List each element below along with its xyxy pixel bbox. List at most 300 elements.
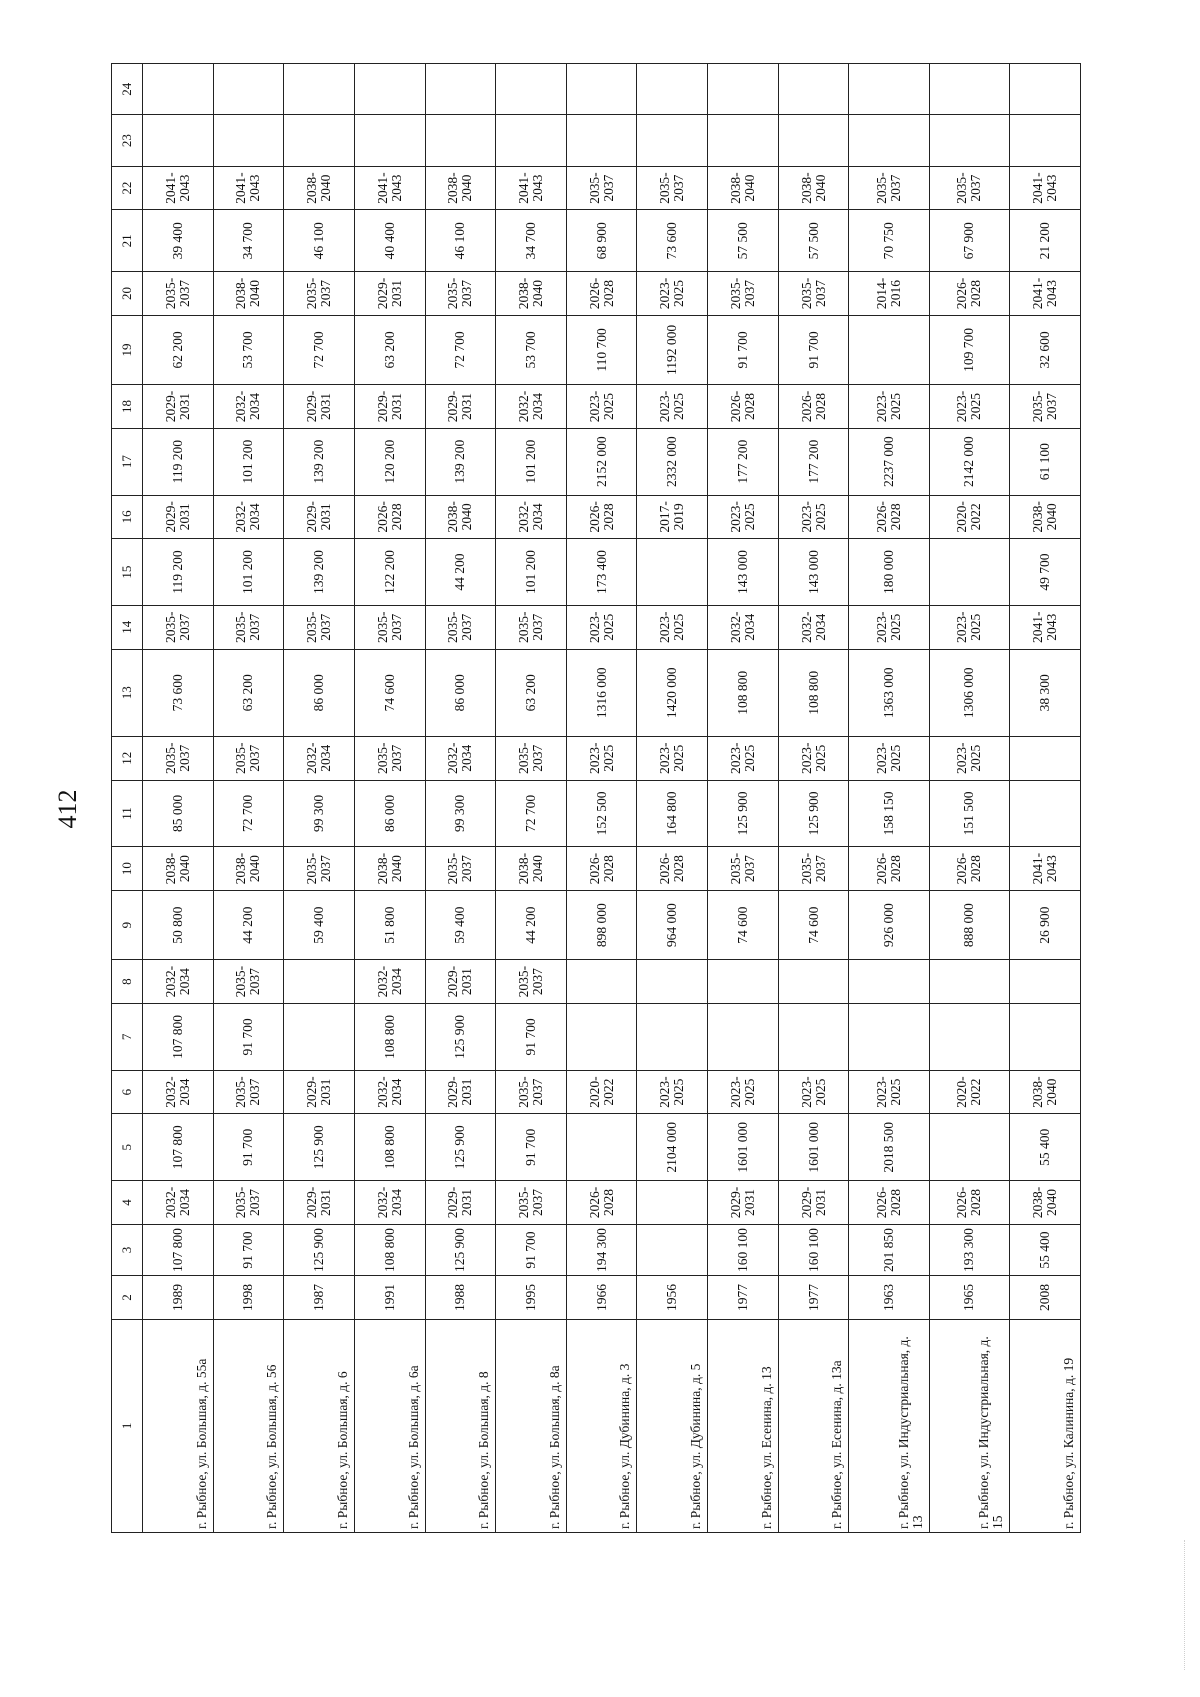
table-cell: [566, 1003, 637, 1070]
table-cell: 70 750: [849, 210, 929, 272]
table-cell: [849, 315, 929, 384]
table-cell: 119 200: [143, 539, 214, 606]
table-cell: 44 200: [213, 891, 284, 960]
table-cell: [1010, 736, 1081, 780]
table-cell: [929, 1114, 1009, 1181]
table-cell: 85 000: [143, 780, 214, 847]
table-cell: 38 300: [1010, 649, 1081, 736]
table-cell: 2041-2043: [496, 166, 567, 210]
table-cell: [1010, 115, 1081, 166]
table-cell: [929, 960, 1009, 1004]
table-cell: 2026-2028: [566, 495, 637, 539]
page-number-text: 412: [53, 789, 82, 829]
column-header: 15: [112, 539, 143, 606]
column-header: 3: [112, 1224, 143, 1275]
column-header: 11: [112, 780, 143, 847]
table-cell: 2020-2022: [929, 495, 1009, 539]
table-cell: 152 500: [566, 780, 637, 847]
table-cell: [143, 115, 214, 166]
table-cell: 2026-2028: [929, 847, 1009, 891]
table-cell: 2029-2031: [284, 385, 355, 429]
table-cell: 2023-2025: [849, 1070, 929, 1114]
table-cell: 108 800: [354, 1003, 425, 1070]
table-cell: 108 800: [778, 649, 849, 736]
table-cell: 160 100: [778, 1224, 849, 1275]
table-cell: 119 200: [143, 428, 214, 495]
table-cell: 107 800: [143, 1224, 214, 1275]
table-cell: 53 700: [213, 315, 284, 384]
table-cell: 57 500: [778, 210, 849, 272]
column-header: 1: [112, 1319, 143, 1532]
table-cell: 91 700: [496, 1224, 567, 1275]
column-header: 23: [112, 115, 143, 166]
table-cell: 122 200: [354, 539, 425, 606]
table-cell: 2035-2037: [213, 736, 284, 780]
table-cell: 91 700: [496, 1114, 567, 1181]
table-cell: 2035-2037: [708, 272, 779, 316]
column-header: 9: [112, 891, 143, 960]
table-cell: 74 600: [778, 891, 849, 960]
table-cell: 2018 500: [849, 1114, 929, 1181]
table-cell: 59 400: [284, 891, 355, 960]
address-cell: г. Рыбное, ул. Есенина, д. 13: [708, 1319, 779, 1532]
table-cell: 2041-2043: [1010, 272, 1081, 316]
table-cell: [778, 960, 849, 1004]
table-cell: 2035-2037: [496, 736, 567, 780]
table-cell: 63 200: [213, 649, 284, 736]
table-cell: [708, 960, 779, 1004]
column-header: 20: [112, 272, 143, 316]
table-cell: 139 200: [284, 539, 355, 606]
table-cell: 2035-2037: [566, 166, 637, 210]
table-cell: 2038-2040: [284, 166, 355, 210]
table-cell: 2023-2025: [708, 736, 779, 780]
table-cell: 2026-2028: [929, 272, 1009, 316]
address-cell: г. Рыбное, ул. Большая, д. 6: [284, 1319, 355, 1532]
table-cell: 2032-2034: [143, 1070, 214, 1114]
table-cell: 2032-2034: [143, 1181, 214, 1225]
table-cell: [929, 64, 1009, 115]
table-cell: 160 100: [708, 1224, 779, 1275]
table-cell: 898 000: [566, 891, 637, 960]
table-cell: 2035-2037: [213, 605, 284, 649]
table-cell: 2026-2028: [566, 272, 637, 316]
table-cell: [213, 115, 284, 166]
column-header: 7: [112, 1003, 143, 1070]
address-cell: г. Рыбное, ул. Индустриальная, д. 15: [929, 1319, 1009, 1532]
table-cell: 2029-2031: [425, 1181, 496, 1225]
table-cell: [1010, 64, 1081, 115]
table-cell: [425, 64, 496, 115]
table-cell: 2008: [1010, 1276, 1081, 1320]
table-cell: 1601 000: [708, 1114, 779, 1181]
table-cell: 2142 000: [929, 428, 1009, 495]
table-cell: 39 400: [143, 210, 214, 272]
table-cell: 2023-2025: [929, 736, 1009, 780]
table-cell: 2029-2031: [425, 960, 496, 1004]
table-cell: 2038-2040: [496, 847, 567, 891]
table-cell: 50 800: [143, 891, 214, 960]
table-cell: 2026-2028: [849, 1181, 929, 1225]
table-cell: 74 600: [354, 649, 425, 736]
table-cell: 107 800: [143, 1003, 214, 1070]
table-cell: 164 800: [637, 780, 708, 847]
column-header: 12: [112, 736, 143, 780]
table-cell: [354, 64, 425, 115]
table-cell: 40 400: [354, 210, 425, 272]
address-cell: г. Рыбное, ул. Большая, д. 8: [425, 1319, 496, 1532]
column-header: 22: [112, 166, 143, 210]
table-cell: 2029-2031: [708, 1181, 779, 1225]
table-cell: 2035-2037: [778, 847, 849, 891]
table-cell: [849, 1003, 929, 1070]
table-cell: 2035-2037: [1010, 385, 1081, 429]
address-cell: г. Рыбное, ул. Большая, д. 56: [213, 1319, 284, 1532]
table-cell: 2035-2037: [849, 166, 929, 210]
table-row: [708, 64, 779, 1533]
column-header: 5: [112, 1114, 143, 1181]
table-row: [778, 64, 849, 1533]
table-cell: 1966: [566, 1276, 637, 1320]
table-cell: 151 500: [929, 780, 1009, 847]
table-cell: [637, 115, 708, 166]
table-cell: [566, 115, 637, 166]
table-cell: 101 200: [213, 428, 284, 495]
table-cell: 21 200: [1010, 210, 1081, 272]
table-cell: 177 200: [778, 428, 849, 495]
table-cell: 2023-2025: [778, 1070, 849, 1114]
address-cell: г. Рыбное, ул. Индустриальная, д. 13: [849, 1319, 929, 1532]
table-cell: 2023-2025: [708, 495, 779, 539]
table-cell: 1965: [929, 1276, 1009, 1320]
table-cell: 125 900: [778, 780, 849, 847]
table-cell: 2035-2037: [354, 605, 425, 649]
table-cell: 91 700: [213, 1114, 284, 1181]
repair-schedule-table: [111, 63, 1081, 1533]
table-row: [849, 64, 929, 1533]
column-header: 8: [112, 960, 143, 1004]
table-cell: 125 900: [425, 1003, 496, 1070]
table-row: [143, 64, 214, 1533]
table-cell: 2104 000: [637, 1114, 708, 1181]
table-cell: 2023-2025: [566, 385, 637, 429]
table-cell: 2035-2037: [143, 736, 214, 780]
table-cell: 120 200: [354, 428, 425, 495]
table-cell: 2032-2034: [778, 605, 849, 649]
table-cell: 1316 000: [566, 649, 637, 736]
column-header: 6: [112, 1070, 143, 1114]
table-cell: 2032-2034: [496, 385, 567, 429]
table-cell: [637, 1181, 708, 1225]
table-cell: 2029-2031: [284, 495, 355, 539]
table-cell: [284, 64, 355, 115]
table-row: [213, 64, 284, 1533]
table-cell: 55 400: [1010, 1224, 1081, 1275]
table-cell: 2035-2037: [425, 847, 496, 891]
table-cell: 2029-2031: [354, 385, 425, 429]
table-cell: 2041-2043: [1010, 605, 1081, 649]
table-cell: [566, 1114, 637, 1181]
column-header: 13: [112, 649, 143, 736]
table-cell: 32 600: [1010, 315, 1081, 384]
column-header: 10: [112, 847, 143, 891]
table-cell: 2023-2025: [778, 495, 849, 539]
table-cell: 2029-2031: [143, 385, 214, 429]
table-cell: 1601 000: [778, 1114, 849, 1181]
table-cell: 2038-2040: [425, 166, 496, 210]
table-cell: 139 200: [284, 428, 355, 495]
table-cell: 2029-2031: [425, 385, 496, 429]
table-cell: [708, 64, 779, 115]
table-cell: 86 000: [425, 649, 496, 736]
table-cell: 63 200: [354, 315, 425, 384]
table-cell: 2038-2040: [1010, 1181, 1081, 1225]
column-header: 16: [112, 495, 143, 539]
table-cell: 1306 000: [929, 649, 1009, 736]
table-cell: [637, 64, 708, 115]
table-cell: 2032-2034: [354, 1181, 425, 1225]
table-cell: 193 300: [929, 1224, 1009, 1275]
table-cell: 2026-2028: [778, 385, 849, 429]
table-cell: 99 300: [425, 780, 496, 847]
table-cell: 74 600: [708, 891, 779, 960]
table-cell: [778, 64, 849, 115]
table-cell: 194 300: [566, 1224, 637, 1275]
address-cell: г. Рыбное, ул. Есенина, д. 13а: [778, 1319, 849, 1532]
table-cell: 109 700: [929, 315, 1009, 384]
table-cell: 2038-2040: [213, 847, 284, 891]
column-number-row: [112, 64, 143, 1533]
table-cell: 46 100: [284, 210, 355, 272]
table-cell: 1995: [496, 1276, 567, 1320]
table-cell: 2020-2022: [566, 1070, 637, 1114]
column-header: 14: [112, 605, 143, 649]
table-cell: 53 700: [496, 315, 567, 384]
table-cell: 2032-2034: [354, 960, 425, 1004]
table-cell: 143 000: [708, 539, 779, 606]
table-body: [143, 64, 1081, 1533]
table-cell: 2023-2025: [637, 605, 708, 649]
table-cell: 26 900: [1010, 891, 1081, 960]
table-cell: 2035-2037: [143, 272, 214, 316]
table-cell: 1192 000: [637, 315, 708, 384]
table-cell: 926 000: [849, 891, 929, 960]
table-cell: 177 200: [708, 428, 779, 495]
table-cell: [284, 115, 355, 166]
table-cell: 2035-2037: [496, 1181, 567, 1225]
table-cell: 49 700: [1010, 539, 1081, 606]
table-cell: 2026-2028: [849, 495, 929, 539]
table-cell: 125 900: [708, 780, 779, 847]
table-cell: 108 800: [354, 1114, 425, 1181]
table-cell: 201 850: [849, 1224, 929, 1275]
table-cell: 2026-2028: [566, 847, 637, 891]
table-cell: 2041-2043: [354, 166, 425, 210]
column-header: 2: [112, 1276, 143, 1320]
table-cell: 72 700: [425, 315, 496, 384]
table-container: [111, 63, 1081, 1533]
page-number: [53, 779, 82, 839]
table-cell: [496, 64, 567, 115]
table-cell: 2023-2025: [708, 1070, 779, 1114]
table-cell: [284, 1003, 355, 1070]
table-cell: 2038-2040: [354, 847, 425, 891]
table-cell: 2029-2031: [354, 272, 425, 316]
table-cell: [849, 64, 929, 115]
table-cell: [1010, 960, 1081, 1004]
table-cell: 91 700: [708, 315, 779, 384]
table-cell: 2035-2037: [496, 960, 567, 1004]
table-cell: 2014-2016: [849, 272, 929, 316]
table-cell: 2035-2037: [929, 166, 1009, 210]
table-cell: 1977: [708, 1276, 779, 1320]
table-cell: 73 600: [637, 210, 708, 272]
table-cell: 34 700: [213, 210, 284, 272]
table-cell: 63 200: [496, 649, 567, 736]
table-cell: 2023-2025: [566, 605, 637, 649]
table-cell: 2038-2040: [213, 272, 284, 316]
column-header: 24: [112, 64, 143, 115]
table-cell: 2035-2037: [496, 1070, 567, 1114]
table-row: [1010, 64, 1081, 1533]
table-cell: 72 700: [213, 780, 284, 847]
table-cell: [637, 960, 708, 1004]
table-cell: [708, 1003, 779, 1070]
table-cell: 46 100: [425, 210, 496, 272]
table-cell: 67 900: [929, 210, 1009, 272]
table-row: [637, 64, 708, 1533]
table-cell: [213, 64, 284, 115]
address-cell: г. Рыбное, ул. Дубинина, д. 5: [637, 1319, 708, 1532]
table-cell: 2038-2040: [1010, 495, 1081, 539]
table-cell: 1988: [425, 1276, 496, 1320]
table-cell: 1956: [637, 1276, 708, 1320]
table-cell: 2237 000: [849, 428, 929, 495]
table-cell: 44 200: [496, 891, 567, 960]
table-cell: 2035-2037: [778, 272, 849, 316]
table-cell: 72 700: [284, 315, 355, 384]
table-cell: 2026-2028: [354, 495, 425, 539]
table-cell: 2023-2025: [929, 605, 1009, 649]
table-cell: 173 400: [566, 539, 637, 606]
table-row: [354, 64, 425, 1533]
table-cell: 99 300: [284, 780, 355, 847]
table-cell: 2023-2025: [566, 736, 637, 780]
column-header: 19: [112, 315, 143, 384]
address-cell: г. Рыбное, ул. Большая, д. 8а: [496, 1319, 567, 1532]
table-cell: 51 800: [354, 891, 425, 960]
table-cell: 61 100: [1010, 428, 1081, 495]
table-cell: 2038-2040: [425, 495, 496, 539]
table-row: [496, 64, 567, 1533]
table-cell: 2035-2037: [637, 166, 708, 210]
table-cell: 2032-2034: [496, 495, 567, 539]
table-cell: 1963: [849, 1276, 929, 1320]
table-cell: 101 200: [496, 539, 567, 606]
table-cell: 91 700: [778, 315, 849, 384]
table-cell: 125 900: [425, 1114, 496, 1181]
table-cell: 2026-2028: [849, 847, 929, 891]
table-cell: 1989: [143, 1276, 214, 1320]
table-cell: 44 200: [425, 539, 496, 606]
table-cell: [284, 960, 355, 1004]
table-cell: 2023-2025: [849, 605, 929, 649]
table-cell: [566, 64, 637, 115]
table-cell: 110 700: [566, 315, 637, 384]
table-cell: 1977: [778, 1276, 849, 1320]
table-cell: [708, 115, 779, 166]
table-cell: 86 000: [354, 780, 425, 847]
table-cell: 2023-2025: [637, 272, 708, 316]
table-cell: [425, 115, 496, 166]
table-row: [284, 64, 355, 1533]
table-cell: 2023-2025: [849, 736, 929, 780]
table-cell: 2041-2043: [143, 166, 214, 210]
table-cell: 964 000: [637, 891, 708, 960]
table-cell: 72 700: [496, 780, 567, 847]
column-header: 4: [112, 1181, 143, 1225]
table-cell: 34 700: [496, 210, 567, 272]
table-cell: 2152 000: [566, 428, 637, 495]
table-cell: 125 900: [425, 1224, 496, 1275]
table-cell: 1991: [354, 1276, 425, 1320]
table-cell: 143 000: [778, 539, 849, 606]
table-cell: 2032-2034: [708, 605, 779, 649]
table-cell: 1998: [213, 1276, 284, 1320]
column-header: 18: [112, 385, 143, 429]
table-cell: 73 600: [143, 649, 214, 736]
address-cell: г. Рыбное, ул. Дубинина, д. 3: [566, 1319, 637, 1532]
table-cell: 108 800: [708, 649, 779, 736]
table-cell: [778, 115, 849, 166]
table-cell: 2029-2031: [143, 495, 214, 539]
table-cell: 2035-2037: [354, 736, 425, 780]
address-cell: г. Рыбное, ул. Калинина, д. 19: [1010, 1319, 1081, 1532]
table-cell: [637, 1003, 708, 1070]
table-cell: 2029-2031: [284, 1181, 355, 1225]
table-cell: 86 000: [284, 649, 355, 736]
table-cell: 2032-2034: [425, 736, 496, 780]
table-cell: 2035-2037: [213, 1181, 284, 1225]
table-row: [929, 64, 1009, 1533]
table-cell: [929, 539, 1009, 606]
table-cell: 108 800: [354, 1224, 425, 1275]
table-cell: 2035-2037: [425, 605, 496, 649]
table-cell: 2041-2043: [213, 166, 284, 210]
address-cell: г. Рыбное, ул. Большая, д. 55а: [143, 1319, 214, 1532]
table-cell: [354, 115, 425, 166]
table-cell: 2032-2034: [354, 1070, 425, 1114]
table-cell: 2332 000: [637, 428, 708, 495]
table-cell: 2035-2037: [284, 605, 355, 649]
table-cell: 2023-2025: [778, 736, 849, 780]
table-cell: 2041-2043: [1010, 847, 1081, 891]
table-cell: 1420 000: [637, 649, 708, 736]
table-cell: 180 000: [849, 539, 929, 606]
table-cell: 2023-2025: [637, 1070, 708, 1114]
table-cell: 125 900: [284, 1224, 355, 1275]
table-cell: 2023-2025: [929, 385, 1009, 429]
column-header: 17: [112, 428, 143, 495]
table-cell: 2035-2037: [213, 960, 284, 1004]
table-cell: 1987: [284, 1276, 355, 1320]
table-cell: 2035-2037: [708, 847, 779, 891]
table-cell: [929, 1003, 1009, 1070]
table-cell: [849, 115, 929, 166]
table-cell: 55 400: [1010, 1114, 1081, 1181]
table-cell: 1363 000: [849, 649, 929, 736]
table-cell: 888 000: [929, 891, 1009, 960]
